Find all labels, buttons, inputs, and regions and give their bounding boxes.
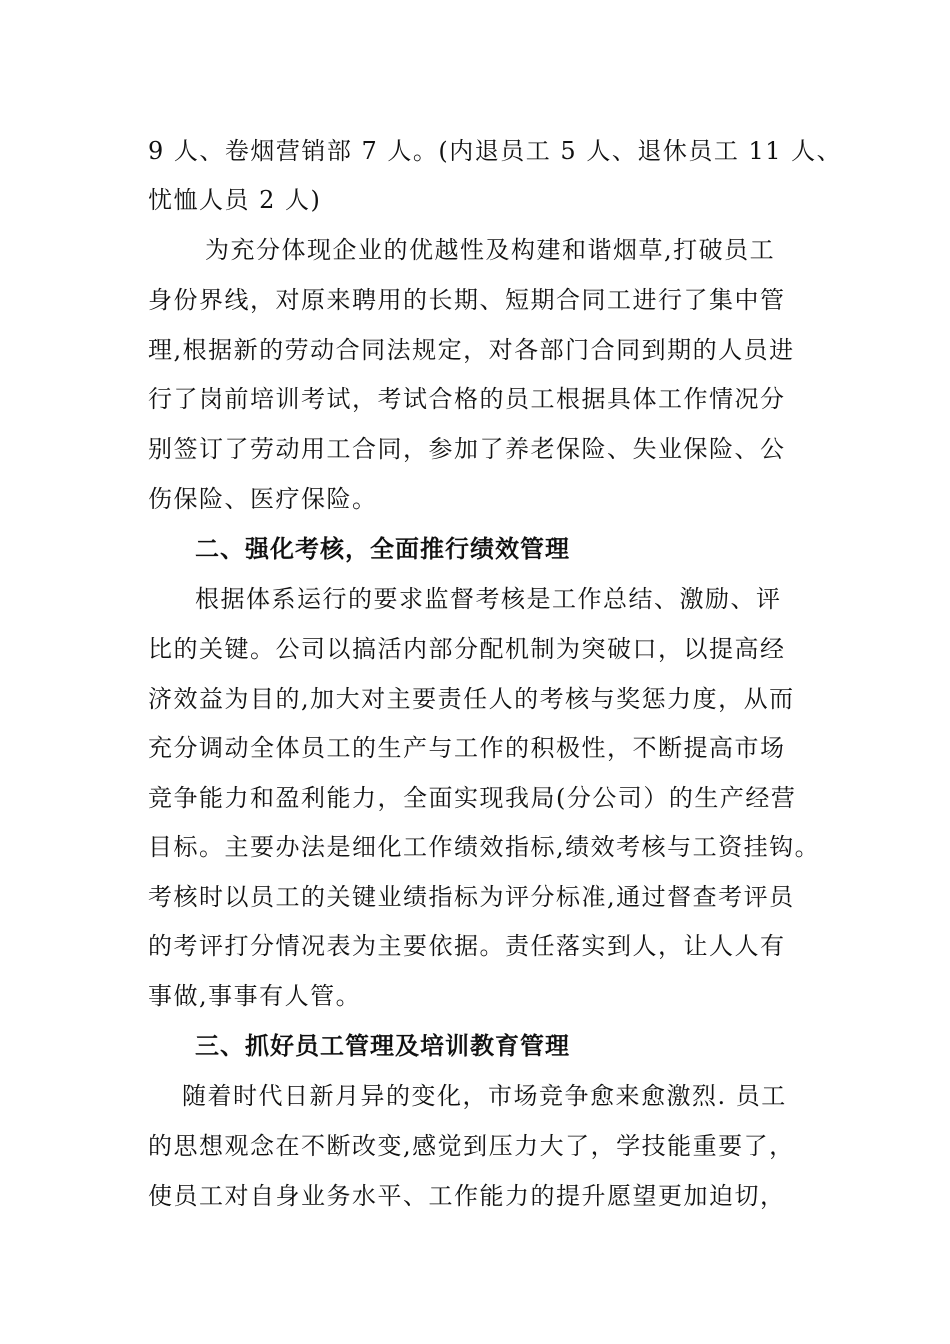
paragraph-first-line: 为充分体现企业的优越性及构建和谐烟草,打破员工 xyxy=(205,236,776,264)
text-line: 目标。主要办法是细化工作绩效指标,绩效考核与工资挂钩。 xyxy=(148,833,821,861)
text-line: 别签订了劳动用工合同，参加了养老保险、失业保险、公 xyxy=(148,435,786,463)
paragraph-first-line: 根据体系运行的要求监督考核是工作总结、激励、评 xyxy=(195,585,782,613)
text-line: 的思想观念在不断改变,感觉到压力大了，学技能重要了， xyxy=(148,1132,795,1160)
text-line: 事做,事事有人管。 xyxy=(148,982,362,1010)
text-line: 比的关键。公司以搞活内部分配机制为突破口，以提高经 xyxy=(148,635,786,663)
section-heading: 三、抓好员工管理及培训教育管理 xyxy=(195,1032,570,1060)
text-line: 9 人、卷烟营销部 7 人。(内退员工 5 人、退休员工 11 人、 xyxy=(148,137,843,165)
text-line: 的考评打分情况表为主要依据。责任落实到人，让人人有 xyxy=(148,932,786,960)
text-line: 充分调动全体员工的生产与工作的积极性，不断提高市场 xyxy=(148,734,786,762)
text-line: 使员工对自身业务水平、工作能力的提升愿望更加迫切， xyxy=(148,1182,786,1210)
text-line: 理,根据新的劳动合同法规定，对各部门合同到期的人员进 xyxy=(148,336,795,364)
text-line: 忧恤人员 2 人) xyxy=(148,186,322,214)
paragraph-first-line: 随着时代日新月异的变化，市场竞争愈来愈激烈. 员工 xyxy=(182,1082,787,1110)
text-line: 行了岗前培训考试，考试合格的员工根据具体工作情况分 xyxy=(148,385,786,413)
text-line: 伤保险、医疗保险。 xyxy=(148,485,378,513)
text-line: 身份界线，对原来聘用的长期、短期合同工进行了集中管 xyxy=(148,286,786,314)
section-heading: 二、强化考核，全面推行绩效管理 xyxy=(195,535,570,563)
text-line: 济效益为目的,加大对主要责任人的考核与奖惩力度，从而 xyxy=(148,685,795,713)
text-line: 考核时以员工的关键业绩指标为评分标准,通过督查考评员 xyxy=(148,883,795,911)
text-line: 竞争能力和盈利能力，全面实现我局(分公司）的生产经营 xyxy=(148,784,797,812)
